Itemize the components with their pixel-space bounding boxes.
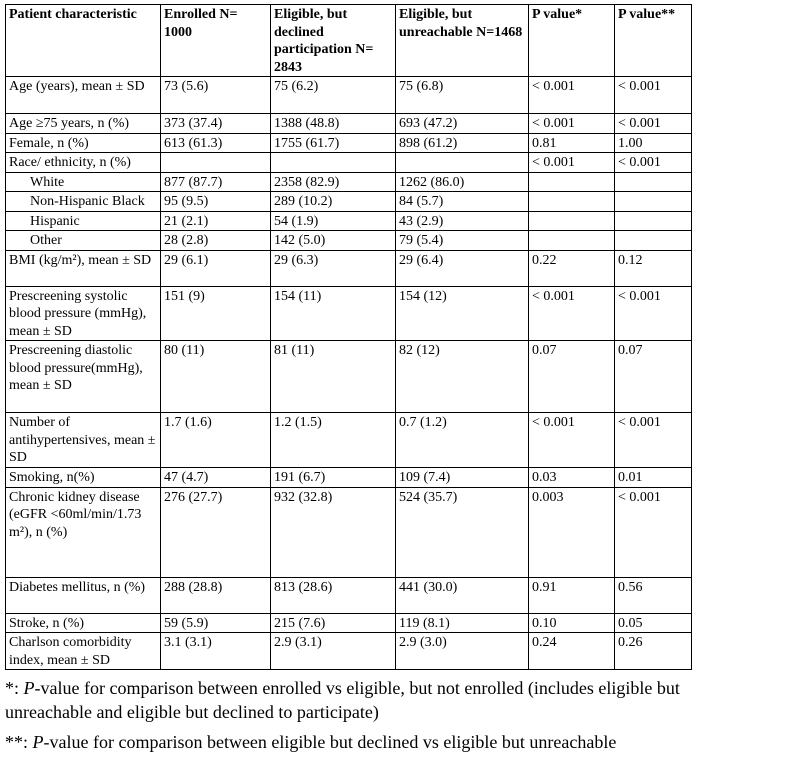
table-cell: 373 (37.4) [161,114,271,134]
table-cell: < 0.001 [615,114,692,134]
table-row [6,153,692,173]
column-header-1: Enrolled N= 1000 [161,5,271,77]
row-label: Hispanic [6,211,161,231]
table-cell: 54 (1.9) [271,211,396,231]
table-cell [271,153,396,173]
footnote-1-marker: *: [5,678,24,698]
table-cell [529,231,615,251]
table-cell: 813 (28.6) [271,577,396,613]
table-cell: 28 (2.8) [161,231,271,251]
table-cell: 1262 (86.0) [396,172,529,192]
table-cell: 1.2 (1.5) [271,413,396,468]
table-cell: 441 (30.0) [396,577,529,613]
table-row [6,231,692,251]
table-container [5,4,692,670]
table-cell: 276 (27.7) [161,487,271,577]
table-cell: 1388 (48.8) [271,114,396,134]
table-cell: 29 (6.1) [161,250,271,286]
row-label: Diabetes mellitus, n (%) [6,577,161,613]
table-cell: 898 (61.2) [396,133,529,153]
table-cell: 79 (5.4) [396,231,529,251]
table-cell [529,211,615,231]
table-row [6,172,692,192]
table-cell: 75 (6.8) [396,77,529,114]
table-cell: 59 (5.9) [161,613,271,633]
table-cell: 0.12 [615,250,692,286]
row-label: BMI (kg/m²), mean ± SD [6,250,161,286]
table-row [6,286,692,341]
footnote-2 [5,730,795,754]
table-cell: 1755 (61.7) [271,133,396,153]
table-cell: 0.24 [529,633,615,670]
table-cell: 142 (5.0) [271,231,396,251]
table-cell: 0.56 [615,577,692,613]
row-label: Smoking, n(%) [6,468,161,488]
table-row [6,468,692,488]
table-cell [615,172,692,192]
row-label: Non-Hispanic Black [6,192,161,212]
table-row [6,250,692,286]
table-cell: 191 (6.7) [271,468,396,488]
table-cell: 81 (11) [271,341,396,413]
row-label: Stroke, n (%) [6,613,161,633]
table-cell: 877 (87.7) [161,172,271,192]
table-cell: < 0.001 [529,114,615,134]
table-row [6,487,692,577]
table-cell: 82 (12) [396,341,529,413]
table-cell: 289 (10.2) [271,192,396,212]
table-cell: 1.7 (1.6) [161,413,271,468]
table-cell: < 0.001 [615,413,692,468]
table-row [6,577,692,613]
column-header-5: P value** [615,5,692,77]
row-label: Other [6,231,161,251]
footnote-1-line2: unreachable and eligible but declined to participate) [5,702,379,722]
table-cell: 2.9 (3.0) [396,633,529,670]
row-label: Chronic kidney disease (eGFR <60ml/min/1.73 m²), n (%) [6,487,161,577]
table-cell: 29 (6.3) [271,250,396,286]
table-cell: 154 (11) [271,286,396,341]
table-row [6,413,692,468]
footnote-2-italic: P [32,732,44,752]
table-cell [615,231,692,251]
table-cell: 84 (5.7) [396,192,529,212]
table-cell: 0.81 [529,133,615,153]
row-label: White [6,172,161,192]
table-cell: 0.10 [529,613,615,633]
table-row [6,633,692,670]
table-row [6,341,692,413]
table-cell: 29 (6.4) [396,250,529,286]
table-cell: < 0.001 [529,413,615,468]
table-cell: 0.7 (1.2) [396,413,529,468]
table-cell: 0.07 [529,341,615,413]
table-cell [161,153,271,173]
table-row [6,192,692,212]
table-cell: < 0.001 [615,153,692,173]
table-cell [615,211,692,231]
table-cell: < 0.001 [615,487,692,577]
row-label: Prescreening systolic blood pressure (mmHg), mean ± SD [6,286,161,341]
footnote-2-line1: -value for comparison between eligible but declined vs eligible but unreachable [43,732,617,752]
table-cell: < 0.001 [529,77,615,114]
table-cell: 0.22 [529,250,615,286]
table-cell: 0.26 [615,633,692,670]
table-cell: 21 (2.1) [161,211,271,231]
table-cell: 73 (5.6) [161,77,271,114]
row-label: Prescreening diastolic blood pressure(mmHg), mean ± SD [6,341,161,413]
footnote-1-italic: P [23,678,35,698]
table-cell: 0.07 [615,341,692,413]
row-label: Charlson comorbidity index, mean ± SD [6,633,161,670]
table-cell: 0.03 [529,468,615,488]
footnote-2-marker: **: [5,732,33,752]
table-cell: 47 (4.7) [161,468,271,488]
table-row [6,133,692,153]
table-cell: 215 (7.6) [271,613,396,633]
header-row [6,5,692,77]
table-cell: 80 (11) [161,341,271,413]
row-label: Age ≥75 years, n (%) [6,114,161,134]
row-label: Race/ ethnicity, n (%) [6,153,161,173]
table-cell: < 0.001 [529,153,615,173]
row-label: Female, n (%) [6,133,161,153]
table-body [6,77,692,670]
table-cell: < 0.001 [529,286,615,341]
table-cell: 154 (12) [396,286,529,341]
table-cell: 151 (9) [161,286,271,341]
patient-characteristics-table [5,4,692,670]
table-cell: 2358 (82.9) [271,172,396,192]
table-cell: 119 (8.1) [396,613,529,633]
table-cell: 109 (7.4) [396,468,529,488]
table-cell: 2.9 (3.1) [271,633,396,670]
row-label: Age (years), mean ± SD [6,77,161,114]
table-row [6,613,692,633]
table-cell: 75 (6.2) [271,77,396,114]
table-cell: 0.91 [529,577,615,613]
table-cell: 932 (32.8) [271,487,396,577]
table-cell: < 0.001 [615,77,692,114]
table-cell [615,192,692,212]
table-cell: 0.003 [529,487,615,577]
column-header-0: Patient characteristic [6,5,161,77]
column-header-4: P value* [529,5,615,77]
table-cell: 613 (61.3) [161,133,271,153]
table-cell: 95 (9.5) [161,192,271,212]
footnote-1 [5,676,795,724]
row-label: Number of antihypertensives, mean ± SD [6,413,161,468]
table-row [6,114,692,134]
table-cell: 693 (47.2) [396,114,529,134]
table-cell: 0.05 [615,613,692,633]
table-cell: 3.1 (3.1) [161,633,271,670]
table-cell: 0.01 [615,468,692,488]
table-cell [529,192,615,212]
table-cell: < 0.001 [615,286,692,341]
table-cell [529,172,615,192]
table-cell: 524 (35.7) [396,487,529,577]
column-header-2: Eligible, but declined participation N= 2843 [271,5,396,77]
table-cell: 288 (28.8) [161,577,271,613]
footnote-1-line1: -value for comparison between enrolled vs eligible, but not enrolled (includes eligible but [34,678,680,698]
table-cell: 43 (2.9) [396,211,529,231]
table-cell: 1.00 [615,133,692,153]
table-cell [396,153,529,173]
table-row [6,77,692,114]
table-row [6,211,692,231]
column-header-3: Eligible, but unreachable N=1468 [396,5,529,77]
